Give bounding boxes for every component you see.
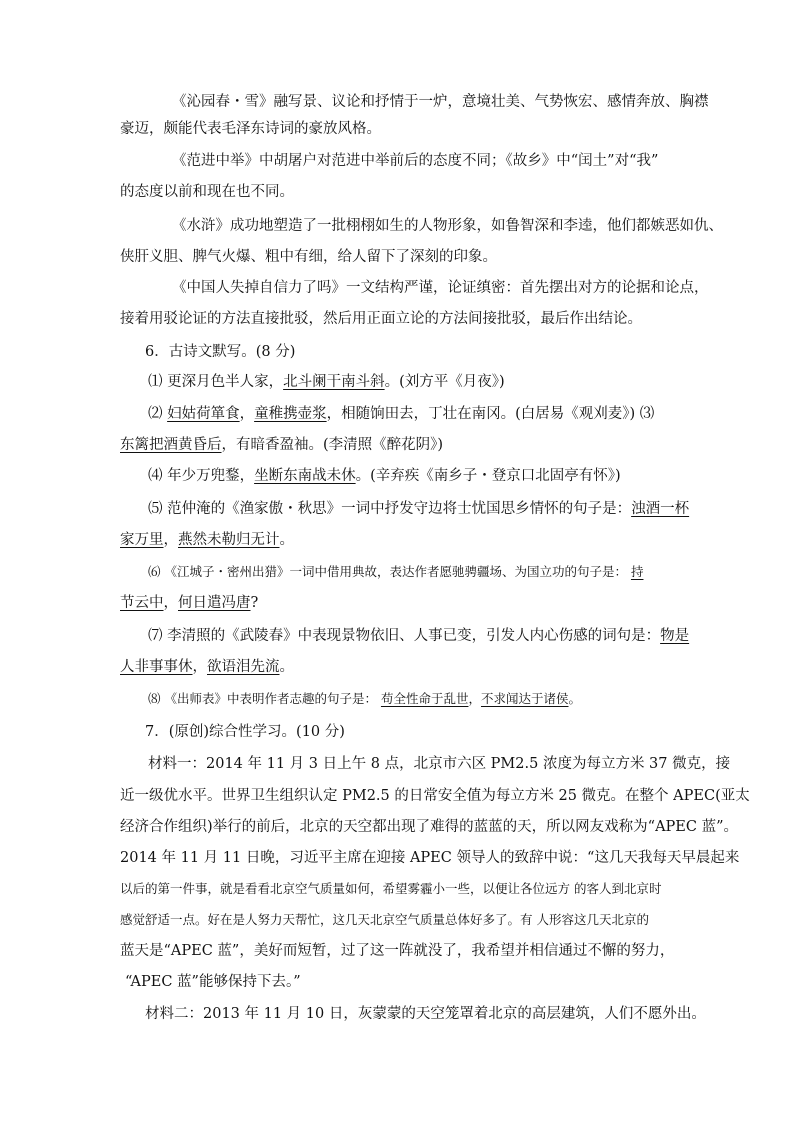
text-line [172,151,658,171]
text-span: 蓝天是“APEC 蓝”，美好而短暂，过了这一阵就没了，我希望并相信通过不懈的努力， [120,943,675,959]
answer-text: 欲语泪先流 [207,659,280,675]
text-span: ， [163,532,178,548]
text-span: 材料一：2014 年 11 月 3 日上午 8 点，北京市六区 PM2.5 浓度为每立方米 37 微克，接 [148,756,731,772]
answer-text: 持 [630,564,644,579]
text-span: 以后的第一件事，就是看看北京空气质量如何，希望雾霾小一些，以便让各位远方 的客人到北京时 [120,881,662,896]
text-span: 感觉舒适一点。好在是人努力天帮忙，这几天北京空气质量总体好多了。有 人形容这几天北京的 [120,912,649,927]
answer-text: 家万里 [120,532,164,548]
text-span: 《沁园春・雪》融写景、议论和抒情于一炉，意境壮美、气势恢宏、感情奔放、胸襟 [172,94,709,110]
text-line [172,216,723,236]
text-line [120,182,294,202]
answer-text: 北斗阑干南斗斜 [283,374,385,390]
text-span: 。 [568,691,582,706]
text-span: 经济合作组织)举行的前后，北京的天空都出现了难得的蓝蓝的天，所以网友戏称为“APEC 蓝”。 [120,819,738,835]
text-span: ⑵ [148,406,168,422]
text-line [125,972,301,992]
text-line [120,848,739,868]
answer-text: 节云中 [120,595,164,611]
text-line [120,530,294,550]
answer-text: 东篱把酒黄昏后 [120,437,222,453]
text-span: 。(刘方平《月夜》) [384,374,505,390]
text-line [120,435,443,455]
text-line [120,879,661,899]
text-span: 。 [279,532,294,548]
text-span: ⑷ 年少万兜鍪， [148,468,255,484]
text-line [120,941,674,961]
text-span: 豪迈，颇能代表毛泽东诗词的豪放风格。 [120,121,381,137]
text-span: 《中国人失掉自信力了吗》一文结构严谨，论证缜密：首先摆出对方的论据和论点， [172,280,709,296]
text-line [120,309,642,329]
text-span: 近一级优水平。世界卫生组织认定 PM2.5 的日常安全值为每立方米 25 微克。在整个 APEC(亚太 [120,788,750,804]
text-line [145,342,295,362]
text-line [148,754,730,774]
answer-text: 妇姑荷箪食 [167,406,240,422]
text-line [120,247,497,267]
text-line [120,119,381,139]
text-span: 7．(原创)综合性学习。(10 分) [145,724,345,740]
text-span: ⑸ 范仲淹的《渔家傲・秋思》一词中抒发守边将士忧国思乡情怀的句子是： [148,501,632,517]
text-span: 的态度以前和现在也不同。 [120,184,294,200]
text-span: 接着用驳论证的方法直接批驳，然后用正面立论的方法间接批驳，最后作出结论。 [120,311,642,327]
answer-text: 何日遣冯唐 [178,595,251,611]
text-line [148,404,654,424]
answer-text: 物是 [660,628,690,644]
text-span: ，有暗香盈袖。(李清照《醉花阴》) [221,437,444,453]
text-line [172,92,709,112]
text-line [148,689,581,709]
text-line [120,657,294,677]
answer-text: 燕然未勒归无计 [178,532,280,548]
text-line [120,817,738,837]
text-line [120,786,750,806]
text-span: 材料二：2013 年 11 月 10 日，灰蒙蒙的天空笼罩着北京的高层建筑，人们不愿外出。 [145,1006,706,1022]
answer-text: 童稚携壶浆 [254,406,327,422]
text-span: ? [250,595,259,611]
text-span: ⑺ 李清照的《武陵春》中表现景物依旧、人事已变，引发人内心伤感的词句是： [148,628,661,644]
text-span: ⑻ 《出师表》中表明作者志趣的句子是： [148,691,381,706]
text-span: 2014 年 11 月 11 日晚，习近平主席在迎接 APEC 领导人的致辞中说：“这几天我每天早晨起来 [120,850,740,866]
text-line [148,372,505,392]
answer-text: 坐断东南战未休 [254,468,356,484]
text-line [145,1004,706,1024]
text-span: ， [192,659,207,675]
text-span: 《水浒》成功地塑造了一批栩栩如生的人物形象，如鲁智深和李逵，他们都嫉恶如仇、 [172,218,723,234]
answer-text: 浊酒一杯 [631,501,690,517]
answer-text: 人非事事休 [120,659,193,675]
text-span: “APEC 蓝”能够保持下去。” [125,974,301,990]
text-line [120,910,649,930]
text-line [172,278,709,298]
text-span: 侠肝义胆、脾气火爆、粗中有细，给人留下了深刻的印象。 [120,249,497,265]
text-span: ， [468,691,481,706]
text-line [148,562,643,582]
text-span: ， [163,595,178,611]
text-line [145,722,345,742]
text-span: 。(辛弃疾《南乡子・登京口北固亭有怀》) [355,468,621,484]
text-span: ⑹ 《江城子・密州出猎》一词中借用典故，表达作者愿驰骋疆场、为国立功的句子是： [148,564,631,579]
text-line [148,499,689,519]
answer-text: 不求闻达于诸侯 [480,691,569,706]
answer-text: 苟全性命于乱世 [380,691,469,706]
text-span: ，相随饷田去，丁壮在南冈。(白居易《观刈麦》) ⑶ [326,406,655,422]
text-line [148,626,689,646]
text-span: 6．古诗文默写。(8 分) [145,344,296,360]
text-line [148,466,621,486]
text-span: 。 [279,659,294,675]
text-span: 《范进中举》中胡屠户对范进中举前后的态度不同；《故乡》中“闰土”对“我” [172,153,659,169]
text-span: ⑴ 更深月色半人家， [148,374,284,390]
text-span: ， [239,406,255,422]
text-line [120,593,258,613]
